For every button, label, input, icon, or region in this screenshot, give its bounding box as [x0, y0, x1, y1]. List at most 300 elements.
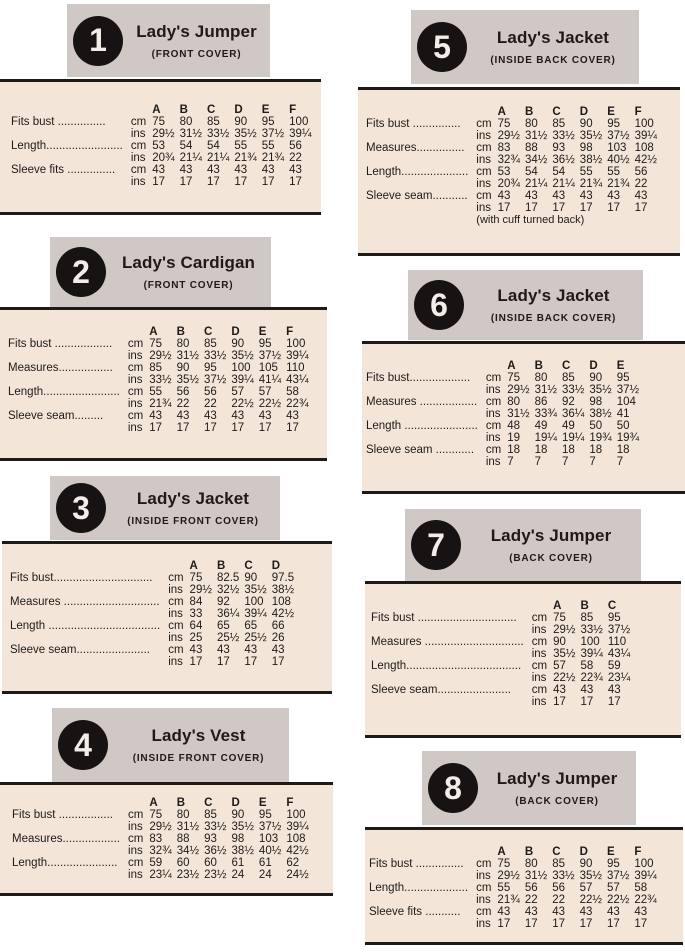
- cell: 40½: [258, 845, 282, 857]
- table-row: [366, 178, 662, 190]
- cell: 17: [271, 656, 285, 668]
- cell: 54: [552, 166, 566, 178]
- unit: cm: [531, 660, 548, 672]
- table-row: [371, 636, 635, 648]
- cell: 49: [561, 420, 575, 432]
- cell: 95: [607, 612, 621, 624]
- unit: ins: [130, 152, 146, 164]
- cell: 19: [507, 432, 520, 444]
- cell: 75: [497, 118, 511, 130]
- size-letter: A: [497, 846, 506, 858]
- card-subtitle: (INSIDE FRONT COVER): [132, 753, 265, 764]
- size-header-row: [366, 106, 662, 118]
- table-row: [10, 644, 299, 656]
- cell: 50: [616, 420, 630, 432]
- row-label: Measures...............: [366, 142, 465, 154]
- size-letter: F: [286, 797, 294, 809]
- cell: 61: [231, 857, 245, 869]
- cell: 36¼: [216, 608, 240, 620]
- cell: 43: [497, 906, 511, 918]
- cell: 83: [149, 833, 163, 845]
- cell: 59: [607, 660, 621, 672]
- unit: cm: [127, 362, 144, 374]
- number-badge: 7: [411, 520, 461, 570]
- cell: 31½: [179, 128, 202, 140]
- cell: 43: [271, 644, 285, 656]
- table-row: [10, 632, 299, 644]
- cell: 17: [234, 176, 248, 188]
- size-table: [366, 360, 644, 468]
- cell: 43: [149, 410, 162, 422]
- table-row: [11, 116, 317, 128]
- cell: 98: [579, 142, 593, 154]
- table-row: [366, 154, 662, 166]
- unit: ins: [130, 128, 146, 140]
- table-row: [12, 857, 314, 869]
- cell: 57: [606, 882, 620, 894]
- size-table-panel: [0, 79, 321, 215]
- cell: 18: [589, 444, 603, 456]
- cell: 80: [525, 118, 538, 130]
- cell: 35½: [234, 128, 257, 140]
- cell: 90: [231, 338, 245, 350]
- unit: ins: [531, 672, 547, 684]
- cell: 17: [286, 422, 299, 434]
- cell: 90: [231, 809, 245, 821]
- unit: ins: [485, 408, 501, 420]
- cell: 23½: [204, 869, 227, 881]
- cell: 95: [261, 116, 275, 128]
- cell: 17: [231, 422, 245, 434]
- cell: 88: [525, 142, 538, 154]
- cell: 7: [616, 456, 624, 468]
- cell: 29½: [497, 870, 520, 882]
- cell: 92: [216, 596, 230, 608]
- table-row: [369, 882, 662, 894]
- cell: 20¾: [152, 152, 175, 164]
- cell: 21¾: [579, 178, 603, 190]
- cell: 40½: [607, 154, 630, 166]
- table-row: [11, 140, 317, 152]
- cell: 31½: [176, 821, 200, 833]
- table-row: [371, 660, 635, 672]
- size-header-row: [8, 326, 314, 338]
- size-letter: E: [258, 326, 267, 338]
- unit: ins: [127, 422, 143, 434]
- unit: cm: [476, 882, 492, 894]
- cell: 22: [524, 894, 538, 906]
- cell: 39¼: [286, 350, 309, 362]
- cell: 29½: [507, 384, 530, 396]
- unit: ins: [531, 624, 547, 636]
- unit: ins: [476, 894, 491, 906]
- size-letter: D: [234, 104, 243, 116]
- card-subtitle: (BACK COVER): [509, 553, 593, 564]
- cell: 17: [607, 202, 620, 214]
- cell: 36½: [204, 845, 227, 857]
- cell: 29½: [149, 350, 172, 362]
- cell: 22½: [606, 894, 630, 906]
- size-letter: D: [231, 326, 240, 338]
- size-letter: D: [579, 846, 588, 858]
- table-row: [12, 809, 314, 821]
- size-letter: B: [534, 360, 543, 372]
- cell: 54: [525, 166, 538, 178]
- size-letter: A: [149, 797, 158, 809]
- cell: 58: [634, 882, 648, 894]
- cell: 65: [216, 620, 230, 632]
- cell: 22½: [553, 672, 576, 684]
- cell: 35½: [176, 374, 199, 386]
- cell: 108: [634, 142, 654, 154]
- size-header-row: [10, 560, 299, 572]
- unit: ins: [128, 869, 143, 881]
- cell: 43: [176, 410, 190, 422]
- size-letter: D: [589, 360, 598, 372]
- cell: 19¼: [561, 432, 585, 444]
- table-row: [371, 624, 635, 636]
- cell: 23½: [176, 869, 200, 881]
- cell: 90: [234, 116, 248, 128]
- unit: cm: [128, 833, 144, 845]
- cell: 43: [634, 190, 648, 202]
- cell: 17: [552, 202, 566, 214]
- cell: 34½: [176, 845, 200, 857]
- cell: 21¼: [552, 178, 575, 190]
- table-row: [369, 894, 662, 906]
- unit: cm: [531, 636, 548, 648]
- size-letter: E: [606, 846, 615, 858]
- row-label: Fits bust ...............: [366, 118, 461, 130]
- cell: 17: [244, 656, 258, 668]
- table-row: [366, 142, 662, 154]
- number-badge: 4: [58, 720, 108, 770]
- size-letter: C: [206, 104, 216, 116]
- cell: 41¼: [258, 374, 282, 386]
- cell: 43: [579, 190, 593, 202]
- cell: 43: [553, 684, 566, 696]
- row-label: Sleeve seam ............: [366, 444, 475, 456]
- cell: 26: [271, 632, 285, 644]
- unit: cm: [476, 166, 492, 178]
- cell: 43¼: [286, 374, 309, 386]
- size-table-panel: [0, 782, 333, 896]
- cell: 85: [204, 809, 217, 821]
- unit: cm: [476, 118, 492, 130]
- card-title: Lady's Jumper: [136, 21, 257, 41]
- card-title: Lady's Jumper: [490, 526, 612, 545]
- row-label: [12, 869, 128, 881]
- cell: 33½: [204, 821, 227, 833]
- card-title: Lady's Jumper: [496, 769, 618, 788]
- cell: 35½: [579, 870, 602, 882]
- row-label: [366, 384, 486, 396]
- table-row: [10, 656, 299, 668]
- cell: 65: [244, 620, 258, 632]
- row-label: [8, 398, 128, 410]
- row-label: Sleeve seam.......................: [10, 644, 150, 656]
- cell: 17: [149, 422, 162, 434]
- size-letter: E: [616, 360, 625, 372]
- size-letter: C: [203, 326, 213, 338]
- cell: 7: [561, 456, 569, 468]
- cell: 29½: [149, 821, 172, 833]
- row-label: [11, 176, 131, 188]
- unit: cm: [485, 420, 502, 432]
- row-label: [10, 632, 168, 644]
- cell: 20¾: [497, 178, 521, 190]
- unit: cm: [127, 410, 144, 422]
- size-letter: E: [607, 106, 615, 118]
- row-label: Length......................: [12, 857, 118, 869]
- unit: ins: [168, 656, 183, 668]
- table-row: [371, 612, 635, 624]
- unit: ins: [128, 821, 143, 833]
- cell: 61: [258, 857, 272, 869]
- table-row: [369, 870, 662, 882]
- unit: ins: [168, 632, 183, 644]
- cell: 36¼: [561, 408, 585, 420]
- cell: 90: [579, 118, 593, 130]
- cell: 18: [534, 444, 548, 456]
- size-letter: C: [607, 600, 617, 612]
- cell: 39¼: [289, 128, 312, 140]
- cell: 35½: [553, 648, 576, 660]
- cell: 98: [231, 833, 245, 845]
- cell: 66: [271, 620, 285, 632]
- cell: 100: [634, 118, 654, 130]
- cell: 58: [286, 386, 299, 398]
- table-row: [10, 596, 299, 608]
- unit: ins: [476, 154, 491, 166]
- cell: 50: [589, 420, 603, 432]
- table-row: [366, 166, 662, 178]
- cell: 43: [152, 164, 165, 176]
- table-row: [10, 572, 299, 584]
- cell: 22: [552, 894, 565, 906]
- cell: 42½: [634, 154, 657, 166]
- cell: 57: [553, 660, 566, 672]
- cell: 34½: [525, 154, 548, 166]
- cell: 22½: [231, 398, 254, 410]
- cell: 95: [258, 338, 272, 350]
- size-letter: B: [525, 106, 534, 118]
- cell: 39¼: [244, 608, 267, 620]
- row-label: [366, 178, 476, 190]
- unit: cm: [168, 596, 184, 608]
- cell: 56: [634, 166, 648, 178]
- cell: 95: [258, 809, 272, 821]
- cell: 22: [203, 398, 217, 410]
- cell: 25½: [216, 632, 240, 644]
- unit: cm: [128, 809, 144, 821]
- cell: 43: [203, 410, 217, 422]
- card-header: [422, 751, 636, 825]
- cell: 93: [204, 833, 217, 845]
- table-row: [369, 906, 662, 918]
- cell: 17: [203, 422, 217, 434]
- cell: 32½: [216, 584, 240, 596]
- cell: 43: [261, 164, 275, 176]
- unit: ins: [127, 350, 143, 362]
- size-table: [8, 326, 314, 434]
- table-row: [366, 190, 662, 202]
- cell: 103: [607, 142, 627, 154]
- unit: cm: [127, 338, 144, 350]
- cell: 23¼: [149, 869, 172, 881]
- cell: 82.5: [216, 572, 240, 584]
- table-row: [10, 620, 299, 632]
- cell: 19¼: [534, 432, 557, 444]
- cell: 29½: [152, 128, 175, 140]
- cell: 22¾: [580, 672, 603, 684]
- cell: 56: [289, 140, 302, 152]
- table-row: [8, 362, 314, 374]
- row-label: [366, 154, 476, 166]
- size-table: [369, 846, 662, 930]
- unit: ins: [485, 456, 501, 468]
- table-row: [8, 338, 314, 350]
- cell: 18: [616, 444, 630, 456]
- cell: 75: [149, 338, 162, 350]
- size-table: [371, 600, 635, 708]
- size-letter: E: [258, 797, 267, 809]
- cell: 108: [286, 833, 306, 845]
- unit: ins: [168, 608, 183, 620]
- row-label: [371, 696, 532, 708]
- size-letter: B: [216, 560, 226, 572]
- number-badge: 3: [56, 483, 106, 533]
- table-row: [10, 608, 299, 620]
- size-header-row: [369, 846, 662, 858]
- cell: 37½: [616, 384, 640, 396]
- cell: 57: [231, 386, 245, 398]
- cell: 19¾: [589, 432, 612, 444]
- cell: 86: [534, 396, 548, 408]
- table-row: [369, 858, 662, 870]
- cell: 7: [507, 456, 514, 468]
- row-label: [371, 624, 532, 636]
- size-letter: B: [176, 797, 186, 809]
- cell: 53: [497, 166, 511, 178]
- cell: 29½: [189, 584, 212, 596]
- row-label: Fits bust ...............: [369, 858, 464, 870]
- cell: 54: [179, 140, 193, 152]
- size-table-panel: [365, 581, 681, 738]
- cell: 97.5: [271, 572, 295, 584]
- cell: 21¾: [261, 152, 285, 164]
- cell: 80: [176, 338, 190, 350]
- number-badge: 8: [428, 763, 478, 813]
- cell: 43: [606, 906, 620, 918]
- table-row: [366, 118, 662, 130]
- cell: 17: [261, 176, 275, 188]
- size-letter: F: [634, 106, 642, 118]
- cell: 33½: [206, 128, 230, 140]
- cell: 43: [607, 684, 621, 696]
- cell: 83: [497, 142, 511, 154]
- card-header: [67, 4, 270, 77]
- cell: 18: [561, 444, 575, 456]
- table-row: [8, 422, 314, 434]
- cell: 17: [497, 918, 511, 930]
- cell: 35½: [231, 350, 254, 362]
- row-label: [371, 648, 532, 660]
- cell: 56: [203, 386, 217, 398]
- cell: 37½: [606, 870, 630, 882]
- cell: 39¼: [231, 374, 254, 386]
- size-header-row: [11, 104, 317, 116]
- row-label: Length ...................................: [10, 620, 161, 632]
- table-row: [366, 456, 644, 468]
- unit: cm: [476, 906, 492, 918]
- size-table: [10, 560, 299, 668]
- card-subtitle: (INSIDE BACK COVER): [490, 55, 616, 66]
- table-row: [12, 845, 314, 857]
- cell: 22: [289, 152, 302, 164]
- cell: 80: [524, 858, 538, 870]
- table-row: [11, 164, 317, 176]
- cell: 42½: [271, 608, 295, 620]
- cell: 7: [534, 456, 541, 468]
- cell: 43: [552, 190, 566, 202]
- size-header-row: [12, 797, 314, 809]
- size-letter: A: [189, 560, 198, 572]
- cell: 17: [176, 422, 190, 434]
- row-label: Fits bust...............................: [10, 572, 153, 584]
- table-row: [366, 408, 644, 420]
- cell: 48: [507, 420, 520, 432]
- cell: 17: [258, 422, 272, 434]
- cell: 43: [289, 164, 302, 176]
- size-letter: A: [507, 360, 516, 372]
- size-letter: D: [271, 560, 281, 572]
- unit: cm: [128, 857, 144, 869]
- unit: cm: [485, 372, 502, 384]
- cell: 17: [579, 202, 593, 214]
- cell: 21¾: [607, 178, 630, 190]
- row-label: [11, 128, 131, 140]
- table-row: [369, 918, 662, 930]
- table-row: [371, 672, 635, 684]
- cell: 75: [189, 572, 203, 584]
- cell: 100: [634, 858, 654, 870]
- cell: 17: [580, 696, 594, 708]
- table-row: [371, 648, 635, 660]
- unit: ins: [485, 432, 501, 444]
- row-label: [366, 130, 476, 142]
- unit: ins: [476, 202, 491, 214]
- cell: 55: [261, 140, 275, 152]
- table-row: [366, 384, 644, 396]
- cell: 17: [216, 656, 230, 668]
- cell: 100: [580, 636, 600, 648]
- cell: 31½: [524, 870, 548, 882]
- cell: 35½: [244, 584, 267, 596]
- cell: 18: [507, 444, 520, 456]
- cell: 37½: [203, 374, 227, 386]
- card-title: Lady's Jacket: [136, 489, 250, 508]
- cell: 62: [286, 857, 300, 869]
- cell: 56: [524, 882, 538, 894]
- row-label: [366, 202, 476, 214]
- cell: 43: [244, 644, 258, 656]
- row-label: [11, 152, 131, 164]
- cell: 43: [258, 410, 272, 422]
- cell: 43: [580, 684, 594, 696]
- cell: 21¾: [497, 894, 520, 906]
- card-subtitle: (INSIDE BACK COVER): [490, 313, 617, 324]
